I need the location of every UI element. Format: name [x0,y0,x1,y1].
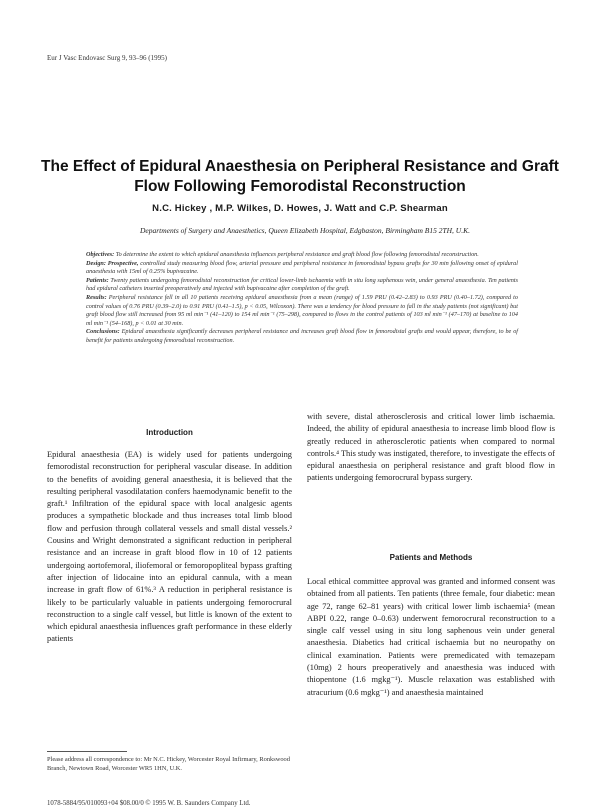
design-text: controlled study measuring blood flow, arterial pressure and peripheral resistance in femorodistal bypass grafts for 30 min following onset of epidural anaesthesia with 15ml of 0.25% bupivacaine. [86,259,518,276]
patients-text: Twenty patients undergoing femorodistal reconstruction for critical lower-limb ischaemia with in situ long saphenous vein, under general anaesthesia. Ten patients had epidural catheters inserted preoperatively and injected with bupivacaine after completion of the graft. [86,276,518,293]
methods-paragraph: Local ethical committee approval was granted and informed consent was obtained from all patients. Ten patients (three female, four diabetic: mean age 72, range 62–81 years) with critical lower limb ischaemia⁵ (mean ABPI 0.22, range 0–0.63) underwent femorocrural reconstruction to a single calf vessel using in situ long saphenous vein under general anaesthesia. Diabetics had critical ischaemia but no neuropathy on clinical examination. Patients were premedicated with temazepam (10mg) 2 hours preoperatively and anaesthesia was induced with thiopentone (1.6 mgkg⁻¹). Muscle relaxation was established with atracurium (0.6 mgkg⁻¹) and anaesthesia maintained [307,577,555,697]
design-label: Design: Prospective, [86,259,139,267]
introduction-text [47,449,292,646]
methods-text [307,576,555,699]
methods-heading: Patients and Methods [389,553,473,562]
introduction-heading: Introduction [146,428,193,437]
conclusions-text: Epidural anaesthesia significantly decreases peripheral resistance and increases graft blood flow in femorodistal grafts and would appear, therefore, to be of benefit for patients undergoing femorodistal reconstruction. [86,328,519,344]
introduction-continued [307,411,555,485]
correspondence-footnote: Please address all correspondence to: Mr N.C. Hickey, Worcester Royal Infirmary, Ronkswood Branch, Newtown Road, Worcester WR5 1HN, U.K. [47,756,290,772]
abstract-objectives [86,251,518,260]
introduction-paragraph: Epidural anaesthesia (EA) is widely used for patients undergoing femorodistal reconstruction for peripheral vascular disease. In addition to the benefits of avoiding general anaesthesia, it is believed that the resulting peripheral vasodilatation confers haemodynamic benefit to the graft.¹ Infiltration of the epidural space with local analgesic agents produces a sympathetic blockade and thus increases total limb blood flow and perfusion through collateral vessels and small distal vessels.² Cousins and Wright demonstrated a significant reduction in peripheral resistance and an increase in graft blood flow in 10 of 12 patients undergoing aortofemoral, iliofemoral or femoropopliteal bypass grafting after injection of lidocaine into an epidural cannula, with a mean increase in graft flow of 61%.³ A reduction in peripheral resistance is likely to be particularly valuable in patients undergoing femorocrural reconstruction to a single calf vessel, but little is known of the extent to which epidural anaesthesia influences graft performance in these elderly patients [47,450,292,644]
affiliation: Departments of Surgery and Anaesthetics, Queen Elizabeth Hospital, Edgbaston, Birmingham B15 2TH, U.K. [140,226,470,235]
abstract [86,251,518,346]
conclusions-label: Conclusions: [86,328,120,336]
footnote-rule [47,751,127,752]
abstract-results [86,294,518,328]
abstract-patients [86,277,518,294]
copyright-line: 1078-5884/95/010093+04 $08.00/0 © 1995 W. B. Saunders Company Ltd. [47,800,251,807]
article-title: The Effect of Epidural Anaesthesia on Peripheral Resistance and Graft Flow Following Femorodistal Reconstruction [41,158,559,195]
author-list: N.C. Hickey , M.P. Wilkes, D. Howes, J. Watt and C.P. Shearman [152,203,448,214]
patients-label: Patients: [86,276,109,284]
journal-reference: Eur J Vasc Endovasc Surg 9, 93–96 (1995) [47,54,167,62]
results-text: Peripheral resistance fell in all 10 patients receiving epidural anaesthesia from a mean (range) of 1.59 PRU (0.42–2.83) to 0.93 PRU (0.40–1.72), compared to control values of 0.76 PRU (0.39–2.0) to 0.91 PRU (0.41–1.5), p < 0.05, Wilcoxon). There was a tendency for blood pressure to fall in the study patients (not significant) but graft blood flow still increased from 95 ml min⁻¹ (41–120) to 154 ml min⁻¹ (75–298), compared to flows in the control patients of 103 ml min⁻¹ (47–170) at baseline to 104 ml min⁻¹ (54–168), p < 0.01 at 30 min. [86,293,518,327]
objectives-text: To determine the extent to which epidural anaesthesia influences peripheral resistance and graft blood flow following femorodistal reconstruction. [115,251,479,258]
abstract-design [86,260,518,277]
objectives-label: Objectives: [86,251,115,258]
introduction-continued-paragraph: with severe, distal atherosclerosis and critical lower limb ischaemia. Indeed, the ability of epidural anaesthesia to increase limb blood flow is greatly reduced in atherosclerotic patients when compared to normal controls.⁴ This study was instigated, therefore, to investigate the effects of epidural anaesthesia on peripheral resistance and graft blood flow in patients undergoing femorocrural bypass surgery. [307,412,555,483]
abstract-conclusions [86,328,518,345]
results-label: Results: [86,293,107,301]
